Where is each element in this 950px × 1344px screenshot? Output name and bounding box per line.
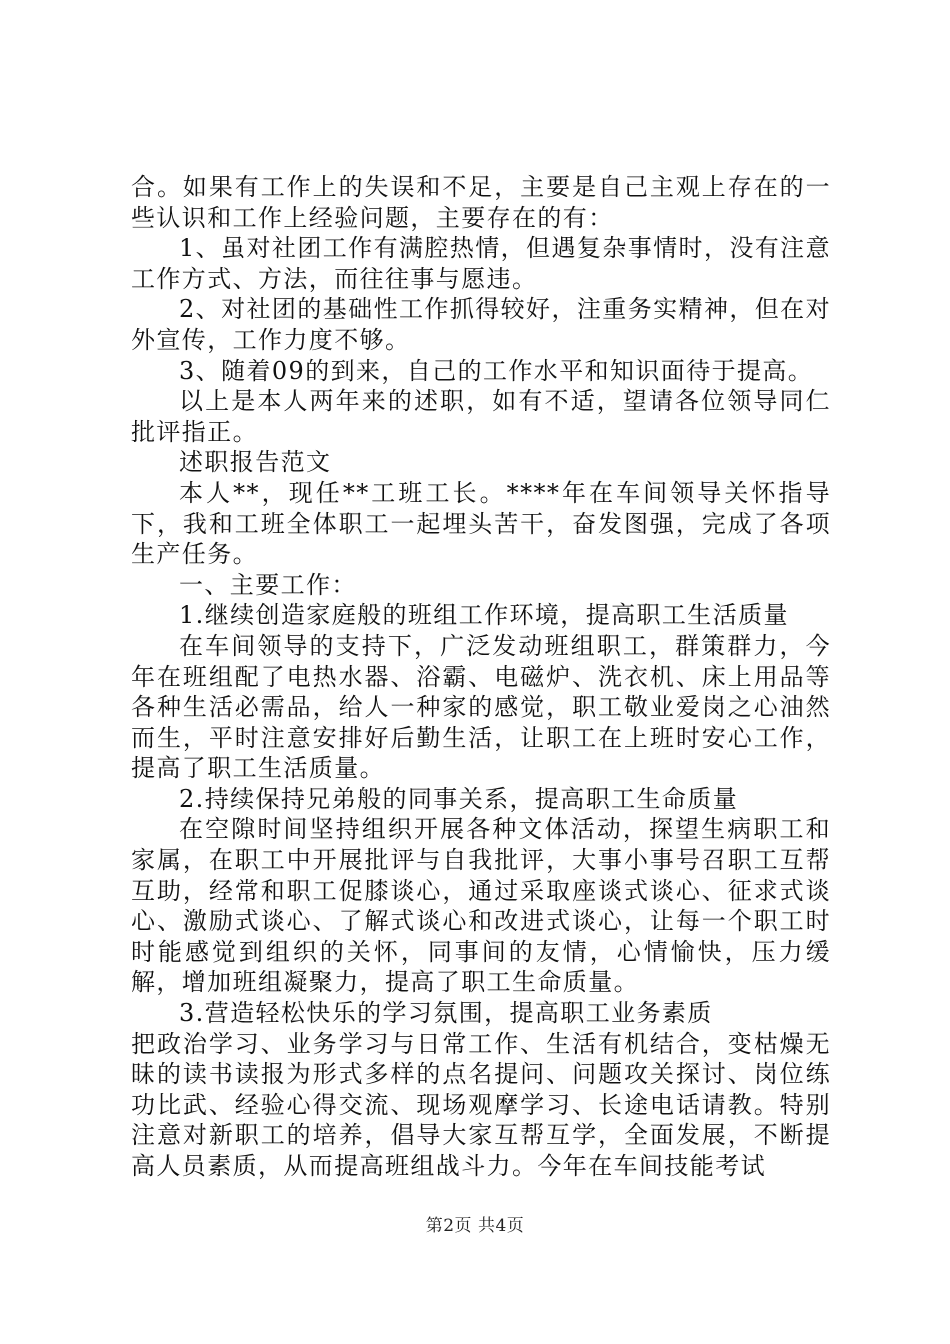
paragraph: 以上是本人两年来的述职，如有不适，望请各位领导同仁批评指正。 (131, 387, 831, 446)
paragraph: 一、主要工作： (179, 570, 357, 599)
document-body (131, 172, 831, 1182)
paragraph: 合。如果有工作上的失误和不足，主要是自己主观上存在的一些认识和工作上经验问题，主要存在的有： (131, 173, 831, 232)
paragraph: 3、随着09的到来，自己的工作水平和知识面待于提高。 (179, 356, 814, 385)
paragraph: 在车间领导的支持下，广泛发动班组职工，群策群力，今年在班组配了电热水器、浴霸、电磁炉、洗衣机、床上用品等各种生活必需品，给人一种家的感觉，职工敬业爱岗之心油然而生，平时注意安排好后勤生活，让职工在上班时安心工作，提高了职工生活质量。 (131, 631, 831, 783)
paragraph: 本人**，现任**工班工长。****年在车间领导关怀指导下，我和工班全体职工一起埋头苦干，奋发图强，完成了各项生产任务。 (131, 478, 831, 569)
paragraph: 2.持续保持兄弟般的同事关系，提高职工生命质量 (179, 784, 739, 813)
paragraph: 把政治学习、业务学习与日常工作、生活有机结合，变枯燥无昧的读书读报为形式多样的点名提问、问题攻关探讨、岗位练功比武、经验心得交流、现场观摩学习、长途电话请教。特别注意对新职工的培养，倡导大家互帮互学，全面发展，不断提高人员素质，从而提高班组战斗力。今年在车间技能考试 (131, 1029, 831, 1180)
paragraph: 1、虽对社团工作有满腔热情，但遇复杂事情时，没有注意工作方式、方法，而往往事与愿违。 (131, 234, 831, 293)
paragraph: 3.营造轻松快乐的学习氛围，提高职工业务素质 (179, 999, 713, 1028)
page-footer: 第2页 共4页 (425, 1216, 525, 1236)
paragraph: 述职报告范文 (179, 448, 332, 477)
paragraph: 在空隙时间坚持组织开展各种文体活动，探望生病职工和家属，在职工中开展批评与自我批评，大事小事号召职工互帮互助，经常和职工促膝谈心，通过采取座谈式谈心、征求式谈心、激励式谈心、了解式谈心和改进式谈心，让每一个职工时时能感觉到组织的关怀，同事间的友情，心情愉快，压力缓解，增加班组凝聚力，提高了职工生命质量。 (131, 815, 831, 997)
paragraph: 1.继续创造家庭般的班组工作环境，提高职工生活质量 (179, 601, 789, 630)
paragraph: 2、对社团的基础性工作抓得较好，注重务实精神，但在对外宣传，工作力度不够。 (131, 295, 831, 354)
